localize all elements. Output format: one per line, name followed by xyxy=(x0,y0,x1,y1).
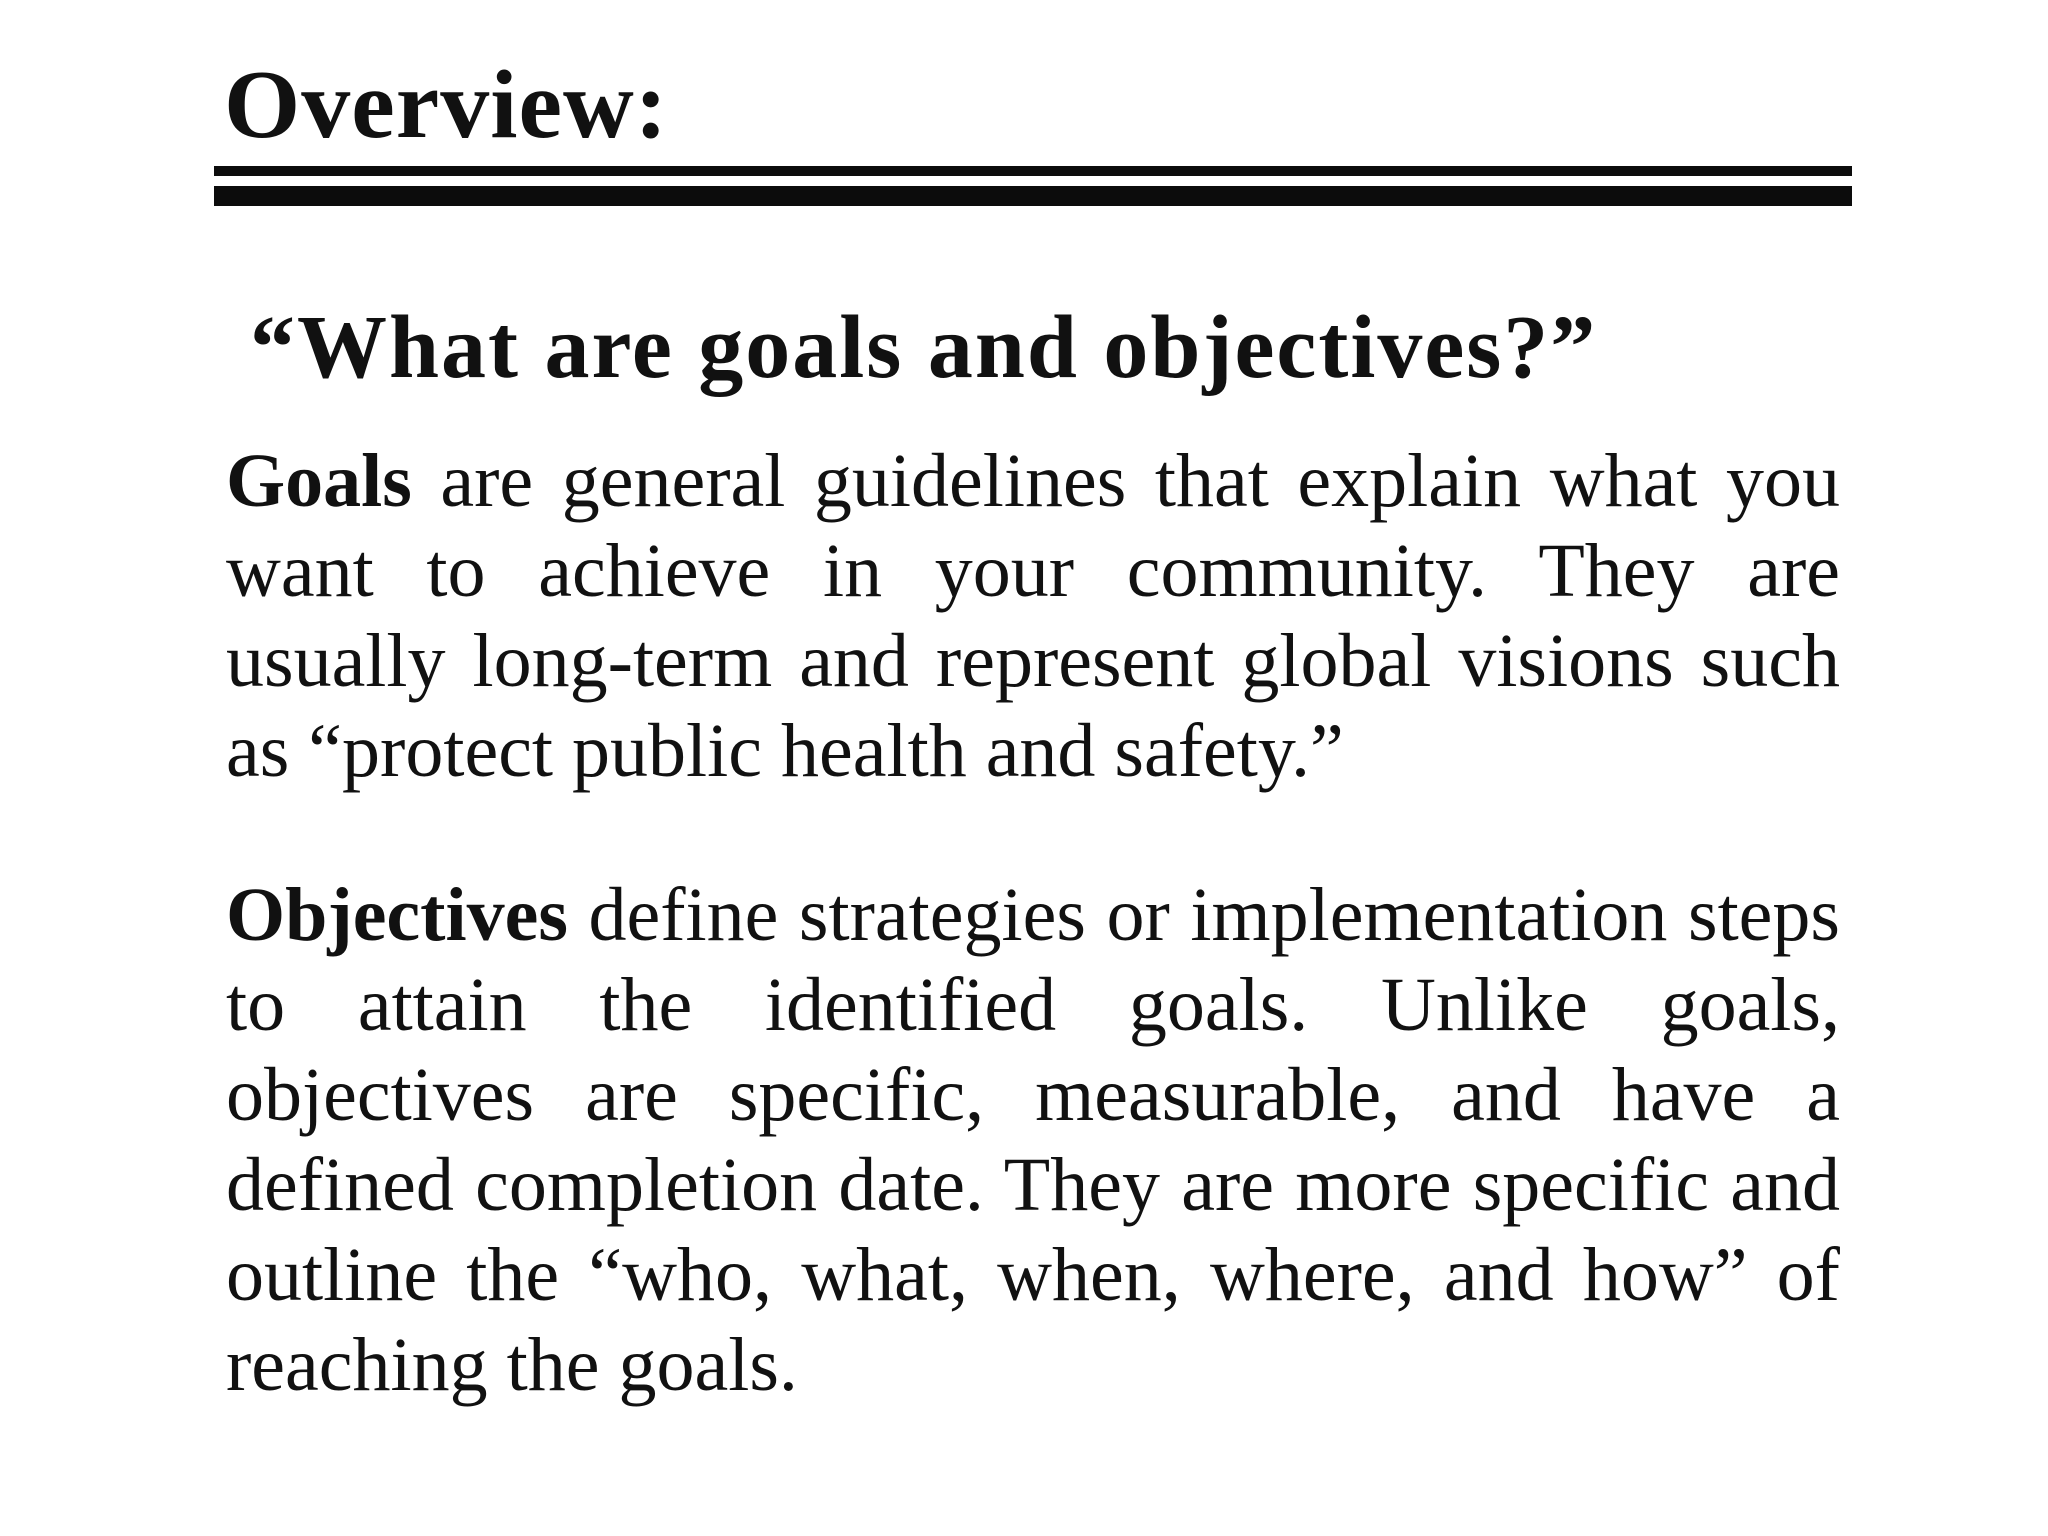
objectives-paragraph xyxy=(226,870,1840,1410)
title-divider-thick xyxy=(214,186,1852,206)
page-title: Overview: xyxy=(224,51,669,159)
goals-paragraph xyxy=(226,436,1840,796)
goals-definition: are general guidelines that explain what you want to achieve in your community. They are usually long-term and represent global visions such as “protect public health and safety.” xyxy=(226,439,1840,793)
objectives-term: Objectives xyxy=(226,873,568,957)
goals-term: Goals xyxy=(226,439,412,523)
title-divider-thin xyxy=(214,166,1852,176)
section-heading: “What are goals and objectives?” xyxy=(250,298,1598,397)
objectives-definition: define strategies or implementation steps to attain the identified goals. Unlike goals, objectives are specific, measurable, and have a defined completion date. They are more specific and outline the “who, what, when, where, and how” of reaching the goals. xyxy=(226,873,1840,1407)
